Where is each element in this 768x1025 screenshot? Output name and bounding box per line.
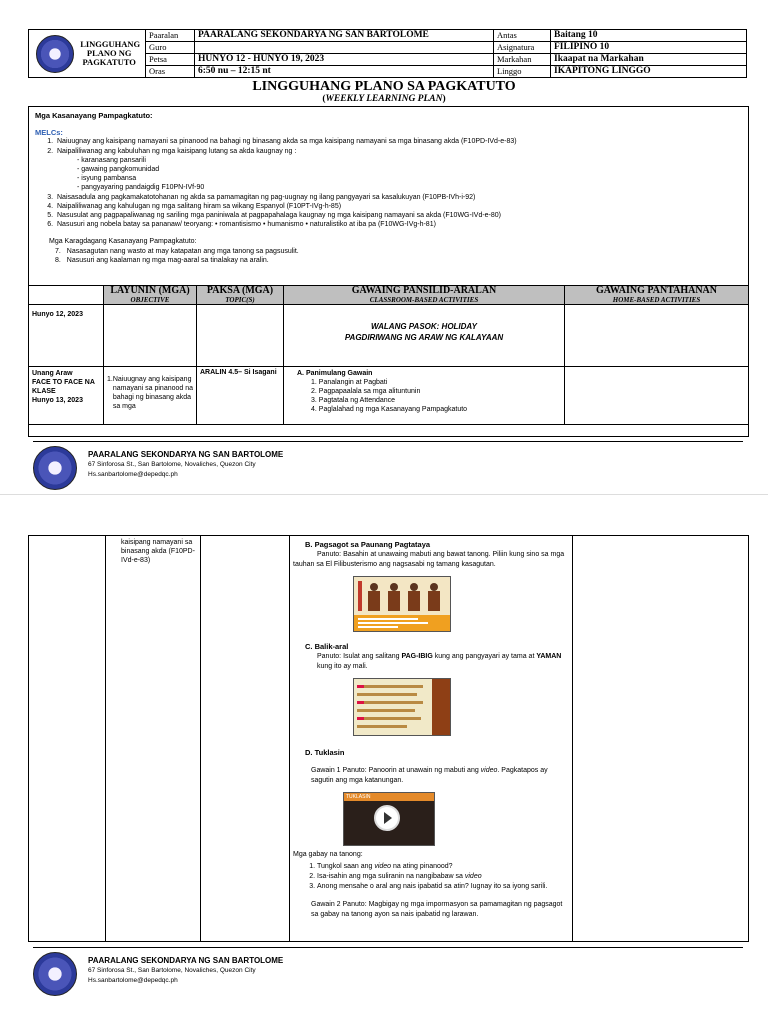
school-seal-icon [33,952,77,996]
plan-title-small: LINGGUHANG PLANO NG PAGKATUTO [80,39,141,67]
col-header-day [29,286,104,305]
melc-item [55,147,735,156]
footer-school-name: PAARALANG SEKONDARYA NG SAN BARTOLOME [88,450,284,459]
footer-address: 67 Sinforosa St., San Bartolome, Novaliches, Quezon City [88,461,256,468]
additional-item [35,256,735,265]
page-2 [0,494,768,1025]
empty-cell [197,305,284,367]
additional-text: Nasasagutan nang wasto at may katapatan ang mga tanong sa pagsusulit. [66,247,299,255]
table-row [29,536,749,942]
melc-item-text: Naipaliliwanag ang kabuluhan ng mga kaisipang lutang sa akda kaugnay ng : [57,147,297,155]
melc-section [35,111,735,265]
melc-subitem: - gawaing pangkomunidad [77,166,160,174]
step-item: 2. Pagpapaalala sa mga alituntunin [311,388,421,395]
additional-text: Nasusuri ang kaalaman ng mga mag-aaral sa tinalakay na aralin. [66,256,269,264]
empty-cell [565,367,749,425]
footer-email: Hs.sanbartolome@depedqc.ph [88,471,178,478]
additional-num: 8. [55,256,61,264]
footer-text [88,956,283,986]
school-footer [33,947,743,988]
day1-mode: FACE TO FACE NA KLASE [32,379,95,395]
gawain2-text: Gawain 2 Panuto: Magbigay ng mga impormasyon sa pamamagitan ng pagsagot sa gabay na tanong ayon sa nais ipabatid ng larawan. [311,901,563,918]
objective-num: 1. [107,376,113,383]
col-header-home: GAWAING PANTAHANAN HOME-BASED ACTIVITIES [565,286,749,305]
section-d-title: D. Tuklasin [305,748,345,757]
value-asignatura: FILIPINO 10 [551,42,747,54]
label-linggo: Linggo [494,66,551,78]
section-b-text: Panuto: Basahin at unawaing mabuti ang bawat tanong. Piliin kung sino sa mga tauhan sa El Filibusterismo ang nagsasabi ng tamang kasagutan. [293,551,565,568]
section-a-title: A. Panimulang Gawain [297,370,373,377]
step-item: 1. Panalangin at Pagbati [311,379,388,386]
melcs-label: MELCs: [35,128,63,138]
value-linggo: IKAPITONG LINGGO [551,66,747,78]
section-b-title: B. Pagsagot sa Paunang Pagtataya [305,540,431,549]
gawain1-text: Gawain 1 Panuto: Panoorin at unawain ng mabuti ang video. Pagkatapos ay sagutin ang mga katanungan. [311,767,548,784]
value-oras: 6:50 nu – 12:15 nt [195,66,494,78]
question-item: 1. Tungkol saan ang video na ating pinanood? [317,862,569,872]
additional-num: 7. [55,247,61,255]
objective-text: Naiuugnay ang kaisipang namayani sa pinanood na bahagi ng binasang akda sa mga [112,376,194,410]
melc-item: 5. Nasusulat ang pagpapaliwanag ng sariling mga paniniwala at pagpapahalaga kaugnay ng mga kaisipang namayani sa akda (F10WG-IVd-e-80) [55,211,735,220]
value-antas: Baitang 10 [551,30,747,42]
melc-subitem: - pangyayaring pandaigdig F10PN-IVf-90 [77,184,205,192]
quiz-image [353,576,451,632]
value-paaralan: PAARALANG SEKONDARYA NG SAN BARTOLOME [195,30,494,42]
footer-text [88,450,283,480]
melc-list [35,137,735,155]
label-petsa: Petsa [146,54,195,66]
question-item: 3. Anong mensahe o aral ang nais ipabatid sa atin? Iugnay ito sa iyong sarili. [317,882,569,892]
melc-item: 3. Naisasadula ang pagkamakatotohanan ng akda sa pamamagitan ng pag-uugnay ng ilang pangyayari sa kasalukuyan (F10PB-IVh-i-92) [55,193,735,202]
value-guro [195,42,494,54]
guide-questions [293,862,569,892]
empty-cell [29,536,106,942]
footer-address: 67 Sinforosa St., San Bartolome, Novaliches, Quezon City [88,967,256,974]
review-list-icon [354,679,450,735]
video-label: TUKLASIN [344,793,434,801]
empty-cell [104,305,197,367]
label-paaralan: Paaralan [146,30,195,42]
page-title: LINGGUHANG PLANO SA PAGKATUTO [252,79,516,94]
melc-item: 6. Nasusuri ang nobela batay sa pananaw/ teoryang: • romantisismo • humanismo • naturalistiko at iba pa (F10WG-IVg-h-81) [55,220,735,229]
question-item: 2. Isa-isahin ang mga suliranin na nangibabaw sa video [317,872,569,882]
melc-item: 1. Naiuugnay ang kaisipang namayani sa pinanood na bahagi ng binasang akda sa mga kaisipang namayani sa mga binasang akda (F10PD-IVd-e-83) [55,137,735,146]
table-header-row [29,286,749,305]
melc-item: 4. Naipaliliwanag ang kahulugan ng mga salitang hiram sa wikang Espanyol (F10PT-IVg-h-85) [55,202,735,211]
section-c-title: C. Balik-aral [305,642,349,651]
day1-cell [29,367,104,425]
day1-label: Unang Araw [32,370,73,377]
activities-cell [284,367,565,425]
section-c-text: Panuto: Isulat ang salitang PAG-IBIG kung ang pangyayari ay tama at YAMAN kung ito ay mali. [317,653,562,670]
deped-seal-icon [36,35,74,73]
step-item: 4. Paglalahad ng mga Kasanayang Pampagkatuto [311,406,468,413]
activities-cont-cell [290,536,573,942]
holiday-cell [284,305,565,367]
melc-subitem: - isyung pambansa [77,175,137,183]
step-item: 3. Pagtatala ng Attendance [311,397,396,404]
school-seal-icon [33,446,77,490]
footer-school-name: PAARALANG SEKONDARYA NG SAN BARTOLOME [88,956,284,965]
video-thumbnail[interactable] [343,792,435,846]
empty-cell [201,536,290,942]
col-header-topic: PAKSA (MGA) TOPIC(S) [197,286,284,305]
weekly-plan-table-cont [28,535,749,942]
standards-heading: Mga Kasanayang Pampagkatuto: [35,111,153,120]
empty-cell [573,536,749,942]
empty-cell [565,305,749,367]
label-guro: Guro [146,42,195,54]
footer-email: Hs.sanbartolome@depedqc.ph [88,977,178,984]
day1-date: Hunyo 13, 2023 [32,397,83,404]
objective-cont-text: kaisipang namayani sa binasang akda (F10PD-IVd-e-83) [121,539,195,564]
subtitle-text: WEEKLY LEARNING PLAN [325,94,443,104]
header-table [28,29,747,78]
label-markahan: Markahan [494,54,551,66]
additional-heading: Mga Karagdagang Kasanayang Pampagkatuto: [49,238,197,246]
logo-cell [29,30,146,78]
weekly-plan-table [28,285,749,425]
label-asignatura: Asignatura [494,42,551,54]
label-oras: Oras [146,66,195,78]
characters-illustration-icon [354,577,450,631]
melc-list-cont [35,193,735,230]
keyword-pag-ibig: PAG-IBIG [401,653,433,660]
table-row [29,367,749,425]
holiday-date: Hunyo 12, 2023 [29,305,104,367]
melc-subitem: - karanasang pansarili [77,156,146,164]
keyword-yaman: YAMAN [536,653,562,660]
page-subtitle: (WEEKLY LEARNING PLAN) [322,94,446,104]
play-icon[interactable] [374,805,400,831]
label-antas: Antas [494,30,551,42]
col-header-classroom: GAWAING PANSILID-ARALAN CLASSROOM-BASED ACTIVITIES [284,286,565,305]
objective-cell [104,367,197,425]
school-footer [33,441,743,482]
holiday-line1: WALANG PASOK: HOLIDAY [371,322,477,331]
additional-item [35,247,735,256]
table-row [29,305,749,367]
value-markahan: Ikaapat na Markahan [551,54,747,66]
guide-heading: Mga gabay na tanong: [293,851,363,858]
topic-cell: ARALIN 4.5– Si Isagani [197,367,284,425]
objective-cont-cell [106,536,201,942]
page-1 [0,0,768,494]
holiday-line2: PAGDIRIWANG NG ARAW NG KALAYAAN [344,333,504,342]
review-image [353,678,451,736]
col-header-objective: LAYUNIN (MGA) OBJECTIVE [104,286,197,305]
value-petsa: HUNYO 12 - HUNYO 19, 2023 [195,54,494,66]
